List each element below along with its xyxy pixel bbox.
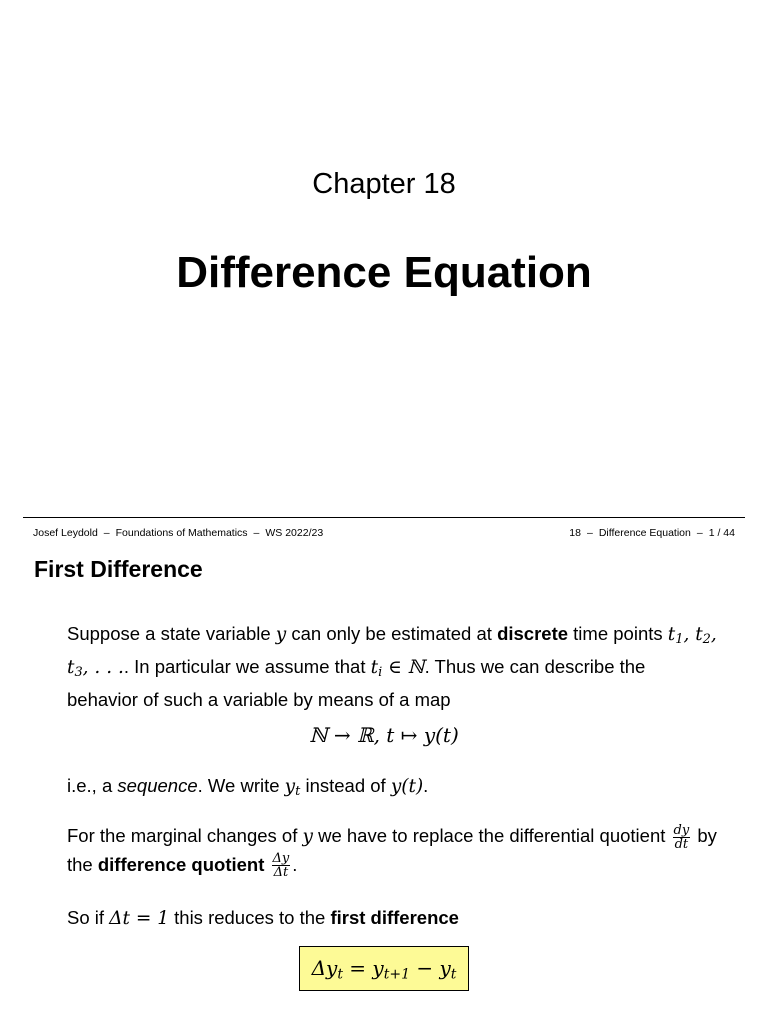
text: . xyxy=(292,853,298,875)
text: . We write xyxy=(197,775,285,796)
text: . Thus we can describe the behavior of such a variable by means of a map xyxy=(67,656,646,711)
map-equation: ℕ → ℝ, t ↦ y(t) xyxy=(309,723,459,747)
footer-term: WS 2022/23 xyxy=(265,527,324,539)
text: instead of xyxy=(300,775,391,796)
math-y: y xyxy=(302,826,313,847)
math-yt: $y_t$ xyxy=(284,776,301,800)
math-delta-t: Δt = 1 xyxy=(109,908,169,929)
paragraph-3 xyxy=(67,822,717,879)
paragraph-1 xyxy=(67,620,717,713)
bold-text: discrete xyxy=(497,623,569,644)
slide-title: Difference Equation xyxy=(176,248,592,297)
text: time points xyxy=(568,623,668,644)
footer-sep: – xyxy=(586,527,593,539)
footer-sep: – xyxy=(103,527,110,539)
frac-dy-dt: $\frac{dy}{dt}$ xyxy=(673,822,690,852)
text: i.e., a xyxy=(67,775,118,796)
text: . xyxy=(423,775,429,796)
math-y: y xyxy=(275,624,287,645)
frac-delta-y-delta-t: $\frac{\Delta y}{\Delta t}$ xyxy=(272,851,290,881)
content-slide xyxy=(0,518,768,1024)
text: by the xyxy=(67,825,717,875)
math-points: $t_1$, $t_2$, $t_3$, . . . xyxy=(67,624,717,681)
text: Suppose a state variable xyxy=(67,623,276,644)
text: this reduces to the xyxy=(169,907,331,928)
footer-sep: – xyxy=(253,527,260,539)
paragraph-4 xyxy=(67,904,717,932)
footer-author: Josef Leydold xyxy=(33,527,98,539)
first-difference-box: $\Delta y_t = y_{t+1} - y_t$ xyxy=(299,946,469,991)
footer-chapter-title: Difference Equation xyxy=(598,527,691,539)
italic-text: sequence xyxy=(117,775,198,796)
text: we have to replace the differential quotient xyxy=(312,825,671,846)
text: . In particular we assume that xyxy=(123,656,371,678)
math-y-of-t: y(t) xyxy=(390,776,424,797)
footer-course: Foundations of Mathematics xyxy=(115,527,248,539)
footer-chapter-num: 18 xyxy=(569,527,581,539)
bold-text: first difference xyxy=(330,907,459,928)
section-heading: First Difference xyxy=(34,556,203,582)
math-ti-in-n: $t_i$ ∈ ℕ xyxy=(370,657,425,681)
footer-page: 1 / 44 xyxy=(708,527,735,539)
footer-sep: – xyxy=(696,527,703,539)
paragraph-2 xyxy=(67,772,717,805)
bold-text: difference quotient xyxy=(97,853,265,875)
text: For the marginal changes of xyxy=(67,825,303,846)
chapter-label: Chapter 18 xyxy=(312,168,456,200)
text: can only be estimated at xyxy=(286,623,498,644)
text: So if xyxy=(67,907,110,928)
